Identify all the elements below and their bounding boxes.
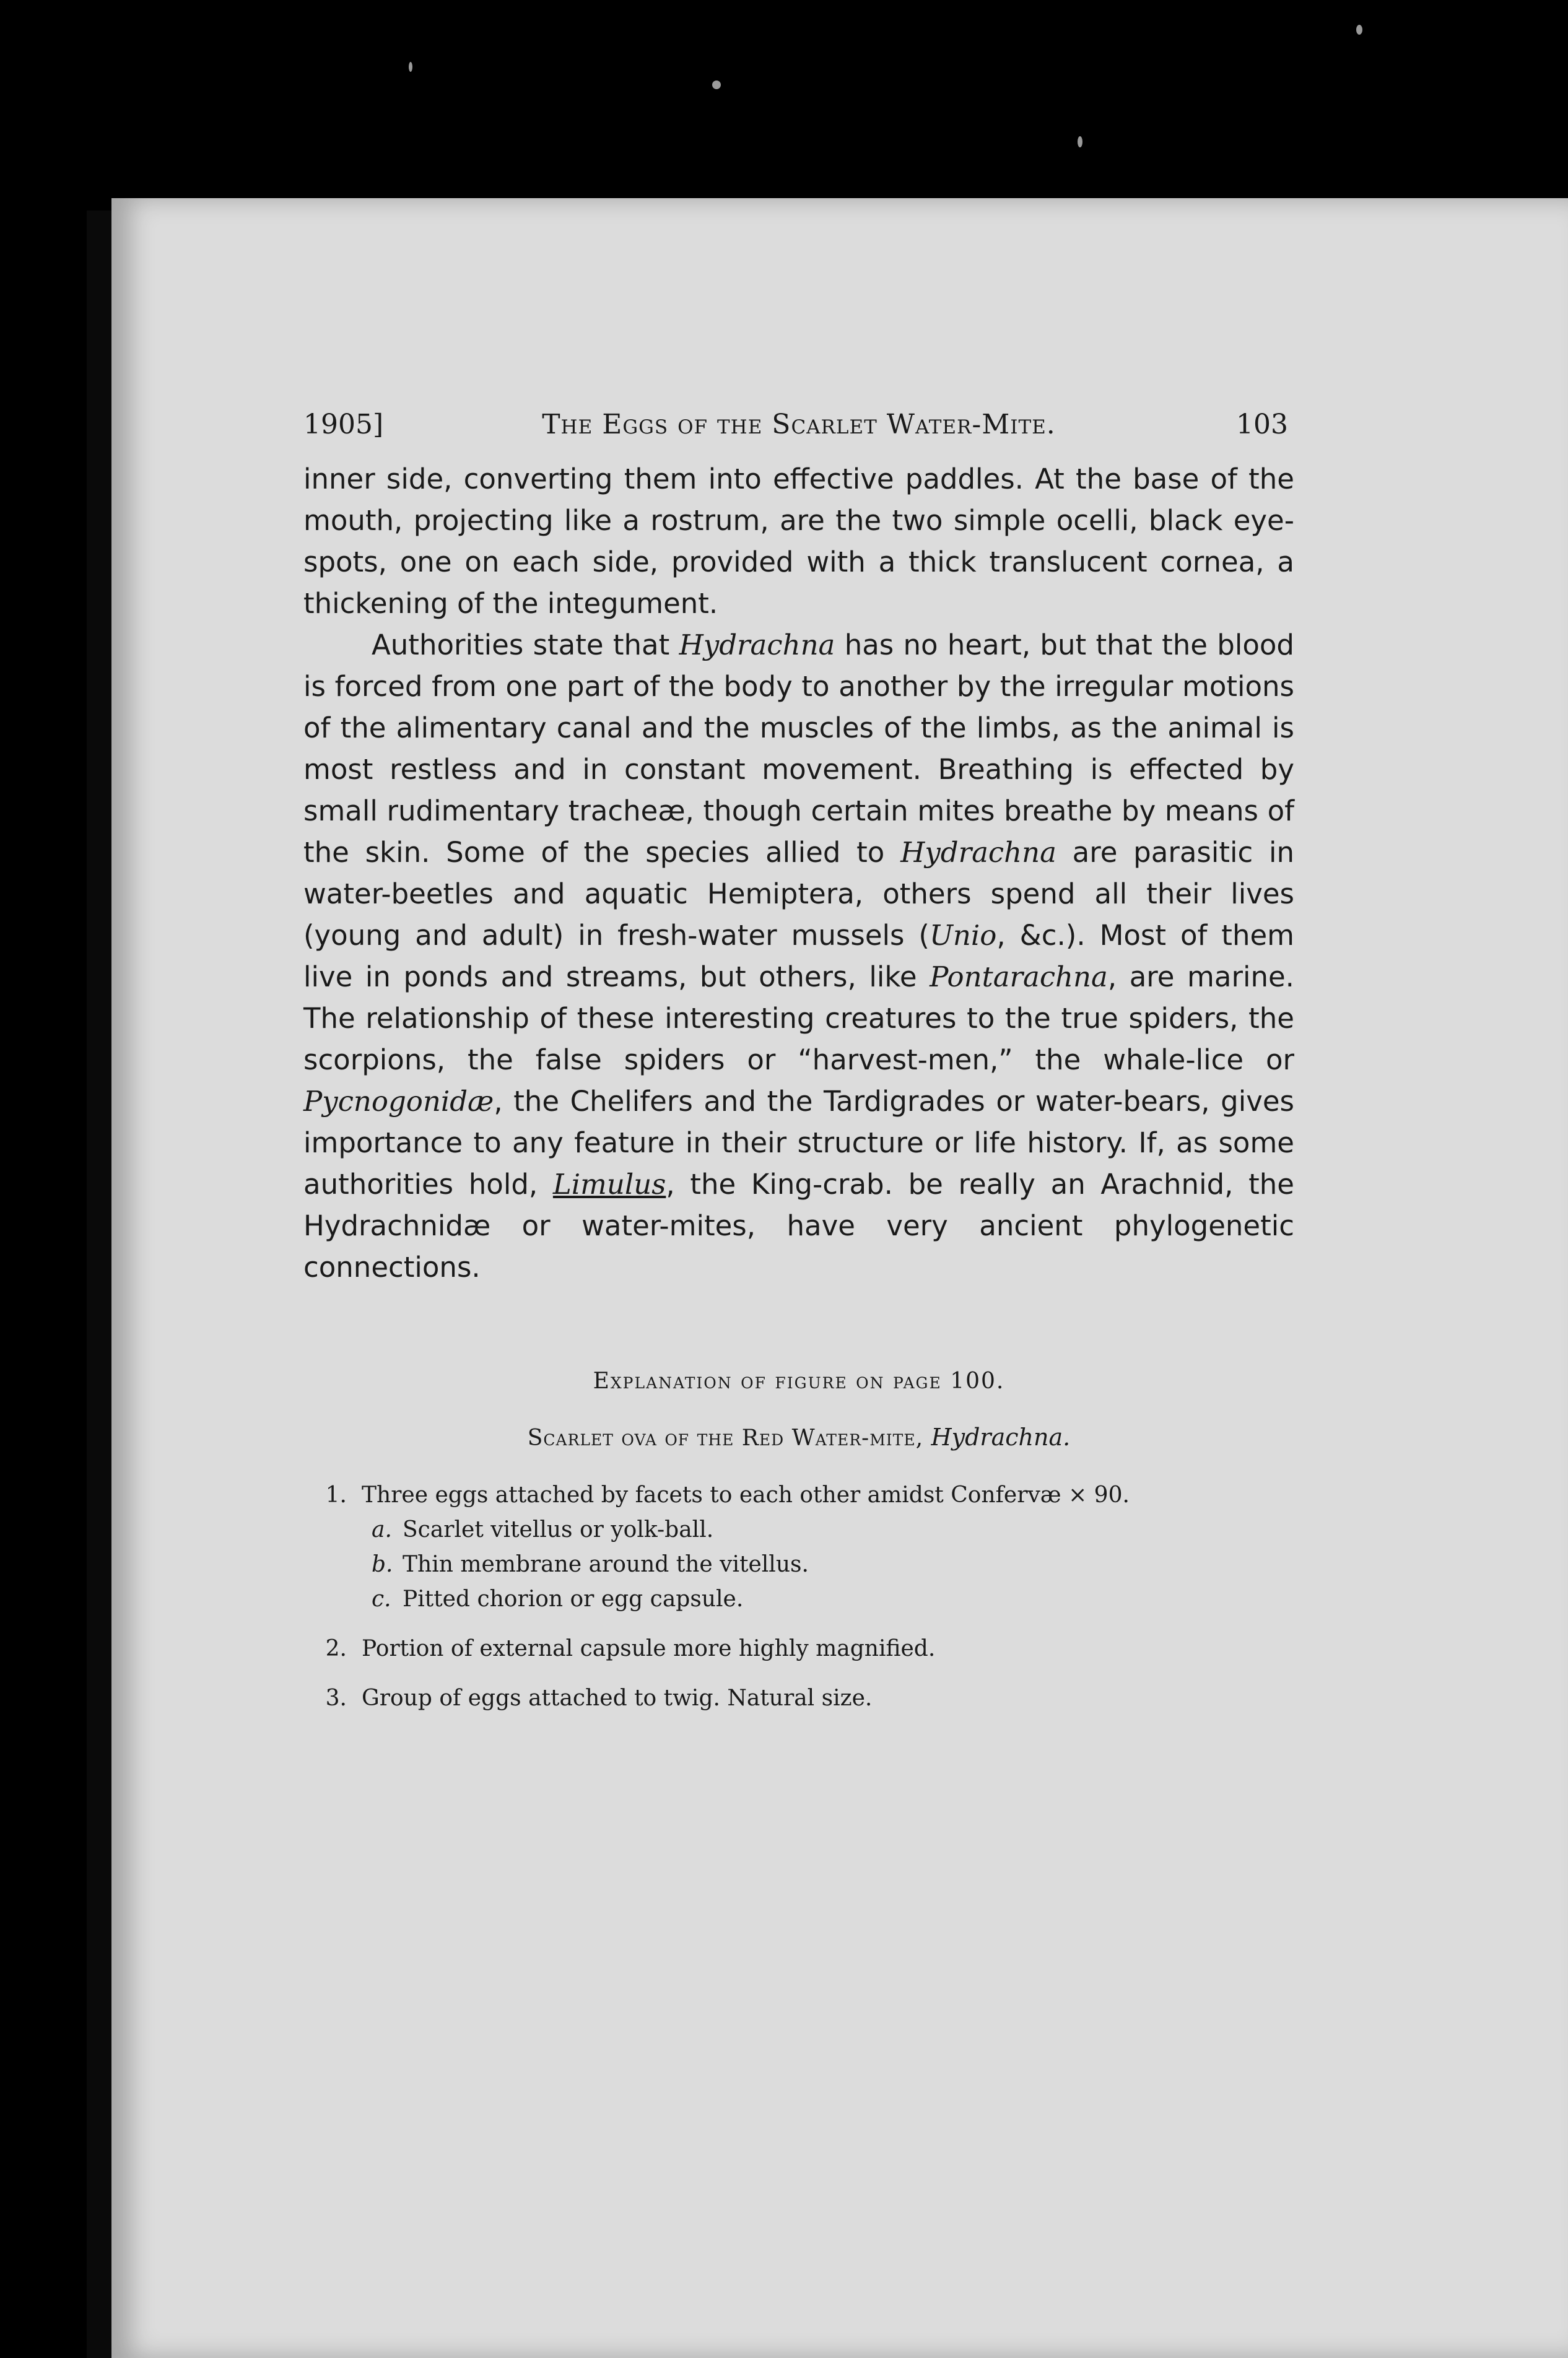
taxon-hydrachna: Hydrachna (900, 836, 1056, 869)
sub-item: a. Scarlet vitellus or yolk-ball. (372, 1517, 714, 1542)
header-title: The Eggs of the Scarlet Water-Mite. (542, 409, 1056, 440)
taxon-limulus: Limulus (552, 1168, 666, 1201)
paragraph-1: inner side, converting them into effective paddles. At the base of the mouth, projecting like a rostrum, are the two simple ocelli, black eye-spots, one on each side, provided with a thick translucent cornea, a thickening of the integument. (303, 463, 1294, 620)
taxon-pontarachna: Pontarachna (930, 960, 1108, 993)
taxon-hydrachna: Hydrachna (679, 629, 835, 661)
list-item: 3. Group of eggs attached to twig. Natural size. (325, 1686, 873, 1711)
paragraph-2: Authorities state that Hydrachna has no heart, but that the blood is forced from one part of the body to another by the irregular motions of the alimentary canal and the muscles of the limbs, as the animal is most restless and in constant movement. Breathing is effected by small rudimentary tracheæ, though certain mites breathe by means of the skin. Some of the species allied to Hydrachna are parasitic in water-beetles and aquatic Hemiptera, others spend all their lives (young and adult) in fresh-water mussels (Unio, &c.). Most of them live in ponds and streams, but others, like Pontarachna, are marine. The relationship of these interesting creatures to the true spiders, the scorpions, the false spiders or “harvest-men,” the whale-lice or Pycnogonidæ, the Chelifers and the Tardigrades or water-bears, gives importance to any feature in their structure or life history. If, as some authorities hold, Limulus, the King-crab. be really an Arachnid, the Hydrachnidæ or water-mites, have very ancient phylogenetic connections. (303, 629, 1294, 1284)
list-item: 2. Portion of external capsule more highly magnified. (325, 1636, 936, 1661)
sub-item: b. Thin membrane around the vitellus. (372, 1552, 809, 1577)
page-content (303, 409, 1294, 1716)
caption-list (303, 1478, 1294, 1716)
scan-speck (1356, 25, 1362, 35)
running-header (303, 409, 1294, 458)
caption-heading: Explanation of figure on page 100. (593, 1368, 1005, 1394)
scan-speck (712, 80, 721, 89)
header-year: 1905] (303, 409, 384, 440)
taxon-pycnogonidae: Pycnogonidæ (303, 1085, 494, 1118)
scan-speck (409, 62, 412, 72)
scan-speck (1078, 136, 1082, 147)
sub-item: c. Pitted chorion or egg capsule. (372, 1586, 744, 1612)
taxon-unio: Unio (929, 919, 997, 952)
list-item: 1. Three eggs attached by facets to each other amidst Confervæ × 90. (325, 1482, 1130, 1508)
book-spine (87, 211, 114, 2358)
caption-title: Scarlet ova of the Red Water-mite, Hydrachna. (527, 1424, 1071, 1451)
page-number: 103 (1236, 409, 1288, 440)
